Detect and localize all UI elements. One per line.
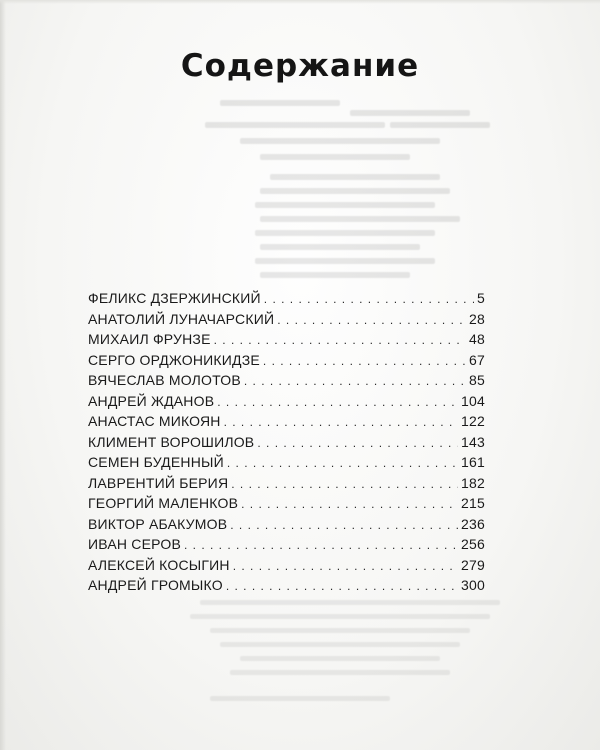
toc-entry-page-number: 5 — [477, 290, 485, 306]
toc-dot-leader — [263, 354, 466, 368]
toc-dot-leader — [217, 395, 458, 409]
toc-entry-page-number: 236 — [461, 515, 485, 532]
toc-entry — [88, 372, 485, 393]
toc-entry-name: АЛЕКСЕЙ КОСЫГИН — [88, 556, 230, 573]
toc-entry-name: АНДРЕЙ ЖДАНОВ — [88, 392, 215, 409]
toc-dot-leader — [184, 538, 458, 552]
table-of-contents — [88, 290, 485, 598]
toc-dot-leader — [277, 313, 466, 327]
toc-dot-leader — [264, 292, 474, 306]
toc-dot-leader — [241, 497, 458, 511]
toc-entry — [88, 454, 485, 475]
toc-dot-leader — [214, 333, 466, 347]
toc-entry-name: ИВАН СЕРОВ — [88, 536, 181, 552]
toc-entry-name: ВЯЧЕСЛАВ МОЛОТОВ — [88, 372, 241, 388]
toc-entry-page-number: 104 — [461, 392, 485, 409]
toc-entry — [88, 352, 485, 373]
toc-entry — [88, 536, 485, 557]
toc-dot-leader — [230, 518, 458, 532]
toc-entry — [88, 413, 485, 434]
toc-entry-name: ГЕОРГИЙ МАЛЕНКОВ — [88, 495, 239, 511]
bleed-through-text-bottom — [170, 600, 530, 720]
toc-entry — [88, 331, 485, 352]
toc-entry-page-number: 279 — [461, 556, 485, 573]
toc-entry-name: ЛАВРЕНТИЙ БЕРИЯ — [88, 474, 229, 491]
toc-dot-leader — [244, 374, 466, 388]
toc-dot-leader — [233, 559, 458, 573]
toc-entry — [88, 557, 485, 578]
toc-entry-page-number: 122 — [461, 413, 485, 429]
toc-entry — [88, 475, 485, 496]
toc-dot-leader — [257, 436, 458, 450]
toc-entry-name: ВИКТОР АБАКУМОВ — [88, 515, 228, 532]
toc-entry-page-number: 143 — [461, 433, 485, 450]
bleed-through-text-top — [200, 100, 510, 290]
toc-entry-page-number: 215 — [461, 495, 485, 511]
toc-entry-page-number: 161 — [461, 454, 485, 470]
toc-entry-name: СЕМЕН БУДЕННЫЙ — [88, 454, 224, 470]
toc-dot-leader — [226, 579, 458, 593]
toc-entry-name: АНДРЕЙ ГРОМЫКО — [88, 577, 223, 593]
toc-entry-name: МИХАИЛ ФРУНЗЕ — [88, 331, 211, 347]
page-edge-shadow-top — [0, 0, 600, 4]
toc-dot-leader — [224, 415, 458, 429]
toc-entry-page-number: 48 — [469, 331, 485, 347]
toc-entry-name: СЕРГО ОРДЖОНИКИДЗЕ — [88, 351, 260, 368]
toc-entry-page-number: 256 — [461, 536, 485, 552]
toc-entry — [88, 577, 485, 598]
page-title: Содержание — [180, 48, 420, 84]
toc-entry-page-number: 182 — [461, 474, 485, 491]
toc-entry — [88, 516, 485, 537]
toc-dot-leader — [231, 477, 458, 491]
toc-entry-name: АНАТОЛИЙ ЛУНАЧАРСКИЙ — [88, 310, 275, 327]
toc-entry — [88, 393, 485, 414]
toc-entry-name: ФЕЛИКС ДЗЕРЖИНСКИЙ — [88, 290, 261, 306]
toc-entry-name: КЛИМЕНТ ВОРОШИЛОВ — [88, 433, 255, 450]
toc-entry-page-number: 300 — [461, 577, 485, 593]
toc-entry-page-number: 85 — [469, 372, 485, 388]
toc-entry-page-number: 28 — [469, 310, 485, 327]
page-edge-shadow-left — [0, 0, 6, 750]
toc-dot-leader — [227, 456, 458, 470]
toc-entry — [88, 434, 485, 455]
toc-entry — [88, 495, 485, 516]
toc-entry-page-number: 67 — [469, 351, 485, 368]
toc-entry — [88, 311, 485, 332]
toc-entry-name: АНАСТАС МИКОЯН — [88, 413, 221, 429]
toc-entry — [88, 290, 485, 311]
